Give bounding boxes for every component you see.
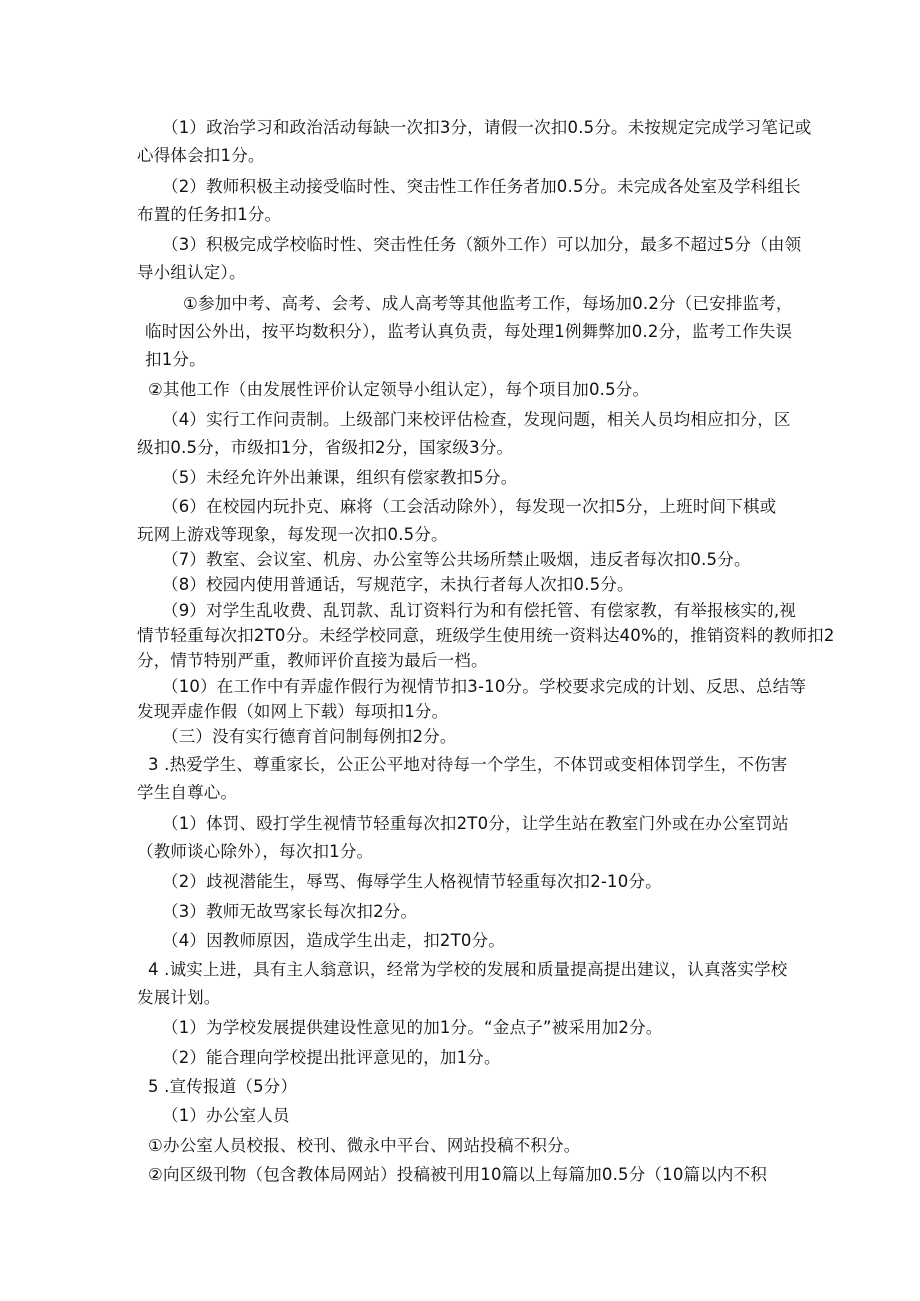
text-line: （5）未经允许外出兼课，组织有偿家教扣5分。 — [162, 468, 518, 487]
text-line: （6）在校园内玩扑克、麻将（工会活动除外），每发现一次扣5分，上班时间下棋或 — [162, 497, 777, 516]
text-line: （教师谈心除外），每次扣1分。 — [137, 842, 374, 861]
text-line: （4）实行工作问责制。上级部门来校评估检查，发现问题，相关人员均相应扣分，区 — [162, 410, 791, 429]
text-line: ②向区级刊物（包含教体局网站）投稿被刊用10篇以上每篇加0.5分（10篇以内不积 — [148, 1165, 768, 1184]
text-line: 4 .诚实上进，具有主人翁意识，经常为学校的发展和质量提高提出建议，认真落实学校 — [148, 960, 788, 979]
text-line: ②其他工作（由发展性评价认定领导小组认定），每个项目加0.5分。 — [148, 380, 650, 399]
text-line: 扣1分。 — [145, 350, 206, 369]
text-line: （2）能合理向学校提出批评意见的，加1分。 — [162, 1048, 501, 1067]
text-line: 发现弄虚作假（如网上下载）每项扣1分。 — [137, 702, 449, 721]
text-line: （3）教师无故骂家长每次扣2分。 — [162, 902, 418, 921]
text-line: （9）对学生乱收费、乱罚款、乱订资料行为和有偿托管、有偿家教，有举报核实的,视 — [162, 601, 797, 620]
text-line: （1）政治学习和政治活动每缺一次扣3分，请假一次扣0.5分。未按规定完成学习笔记或 — [162, 118, 812, 137]
text-line: （1）为学校发展提供建设性意见的加1分。“金点子”被采用加2分。 — [162, 1018, 663, 1037]
text-line: 学生自尊心。 — [137, 783, 238, 802]
text-line: ①办公室人员校报、校刊、微永中平台、网站投稿不积分。 — [148, 1136, 581, 1155]
text-line: （三）没有实行德育首问制每例扣2分。 — [162, 727, 457, 746]
text-line: （1）体罚、殴打学生视情节轻重每次扣2T0分，让学生站在教室门外或在办公室罚站 — [162, 814, 789, 833]
text-line: 5 .宣传报道（5分） — [148, 1077, 298, 1096]
text-line: 分，情节特别严重，教师评价直接为最后一档。 — [137, 651, 488, 670]
text-line: 级扣0.5分，市级扣1分，省级扣2分，国家级3分。 — [137, 438, 514, 457]
text-line: （10）在工作中有弄虚作假行为视情节扣3-10分。学校要求完成的计划、反思、总结等 — [162, 677, 807, 696]
text-line: （4）因教师原因，造成学生出走，扣2T0分。 — [162, 931, 505, 950]
text-line: 导小组认定）。 — [137, 263, 246, 282]
text-line: 情节轻重每次扣2T0分。未经学校同意，班级学生使用统一资料达40%的，推销资料的教师扣2 — [137, 626, 835, 645]
text-line: （3）积极完成学校临时性、突击性任务（额外工作）可以加分，最多不超过5分（由领 — [162, 235, 802, 254]
text-line: （7）教室、会议室、机房、办公室等公共场所禁止吸烟，违反者每次扣0.5分。 — [162, 550, 751, 569]
text-line: 心得体会扣1分。 — [137, 146, 265, 165]
text-line: （2）教师积极主动接受临时性、突击性工作任务者加0.5分。未完成各处室及学科组长 — [162, 177, 801, 196]
text-line: 玩网上游戏等现象，每发现一次扣0.5分。 — [137, 525, 448, 544]
text-line: ①参加中考、高考、会考、成人高考等其他监考工作，每场加0.2分（已安排监考， — [183, 294, 793, 313]
text-line: （1）办公室人员 — [162, 1106, 290, 1125]
text-line: 布置的任务扣1分。 — [137, 205, 282, 224]
text-line: 临时因公外出，按平均数积分），监考认真负责，每处理1例舞弊加0.2分，监考工作失误 — [145, 322, 793, 341]
text-line: 3 .热爱学生、尊重家长，公正公平地对待每一个学生，不体罚或变相体罚学生，不伤害 — [148, 755, 788, 774]
text-line: 发展计划。 — [137, 988, 221, 1007]
text-line: （8）校园内使用普通话，写规范字，未执行者每人次扣0.5分。 — [162, 575, 634, 594]
text-line: （2）歧视潜能生，辱骂、侮辱学生人格视情节轻重每次扣2-10分。 — [162, 872, 662, 891]
